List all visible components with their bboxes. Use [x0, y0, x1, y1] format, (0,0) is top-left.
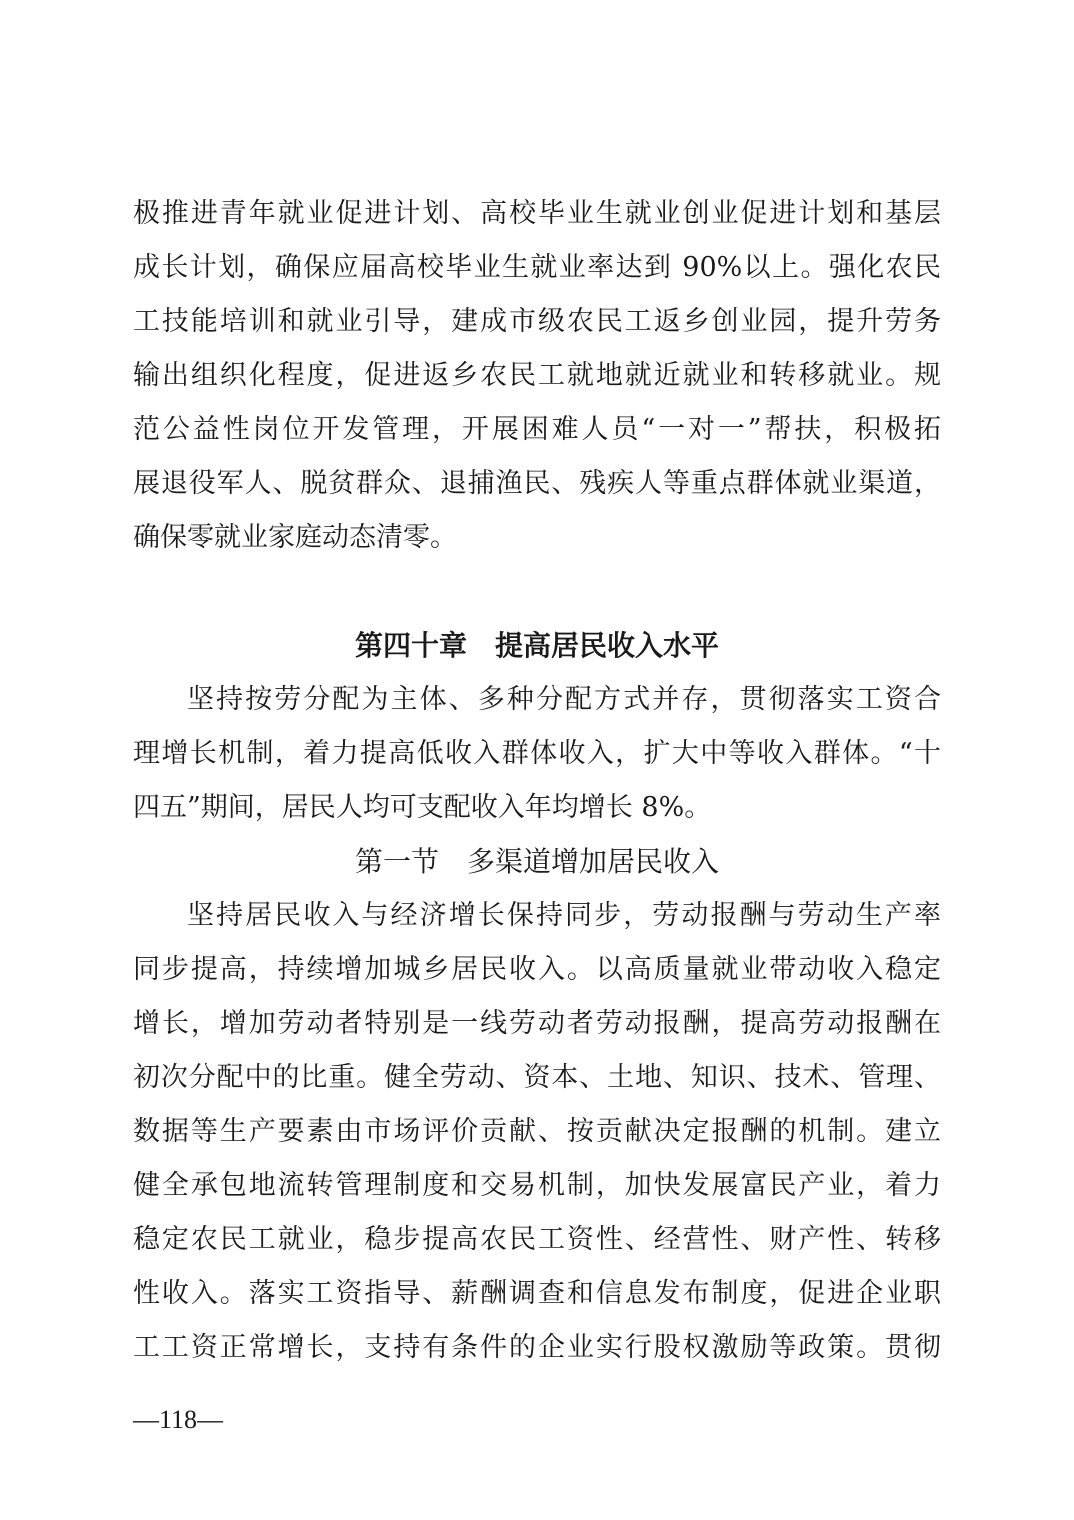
text-line: 确保零就业家庭动态清零。	[133, 522, 457, 553]
text-line: 坚持按劳分配为主体、多种分配方式并存，贯彻落实工资合	[187, 684, 941, 715]
text-line: 同步提高，持续增加城乡居民收入。以高质量就业带动收入稳定	[133, 954, 941, 985]
text-line: 数据等生产要素由市场评价贡献、按贡献决定报酬的机制。建立	[133, 1116, 941, 1147]
text-line: 工技能培训和就业引导，建成市级农民工返乡创业园，提升劳务	[133, 306, 941, 337]
text-line: 性收入。落实工资指导、薪酬调查和信息发布制度，促进企业职	[133, 1278, 941, 1309]
text-line: 四五”期间，居民人均可支配收入年均增长 8%。	[133, 792, 712, 823]
section-title: 第一节 多渠道增加居民收入	[354, 845, 719, 878]
text-line: 展退役军人、脱贫群众、退捕渔民、残疾人等重点群体就业渠道，	[133, 468, 941, 499]
page-number: —118—	[133, 1405, 224, 1434]
text-line: 输出组织化程度，促进返乡农民工就地就近就业和转移就业。规	[133, 360, 941, 391]
text-line: 健全承包地流转管理制度和交易机制，加快发展富民产业，着力	[133, 1170, 941, 1201]
chapter-title: 第四十章 提高居民收入水平	[354, 629, 719, 662]
text-line: 工工资正常增长，支持有条件的企业实行股权激励等政策。贯彻	[133, 1332, 941, 1363]
text-line: 成长计划，确保应届高校毕业生就业率达到 90%以上。强化农民	[133, 252, 941, 283]
text-line: 范公益性岗位开发管理，开展困难人员“一对一”帮扶，积极拓	[133, 414, 941, 445]
text-line: 极推进青年就业促进计划、高校毕业生就业创业促进计划和基层	[133, 198, 941, 229]
text-line: 坚持居民收入与经济增长保持同步，劳动报酬与劳动生产率	[187, 900, 941, 931]
text-line: 稳定农民工就业，稳步提高农民工资性、经营性、财产性、转移	[133, 1224, 941, 1255]
text-line: 增长，增加劳动者特别是一线劳动者劳动报酬，提高劳动报酬在	[133, 1008, 941, 1039]
text-line: 初次分配中的比重。健全劳动、资本、土地、知识、技术、管理、	[133, 1062, 941, 1093]
text-line: 理增长机制，着力提高低收入群体收入，扩大中等收入群体。“十	[133, 738, 941, 769]
